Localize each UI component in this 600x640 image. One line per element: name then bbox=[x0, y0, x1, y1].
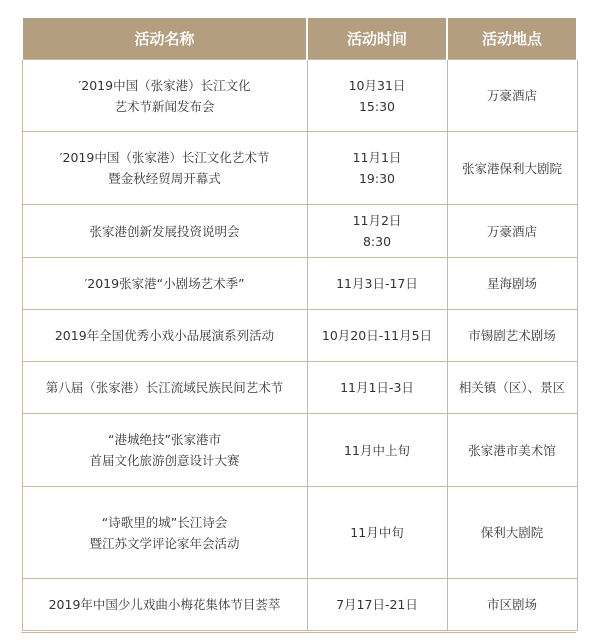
table-row bbox=[22, 579, 577, 631]
event-time-cell bbox=[307, 132, 447, 205]
header-event-name: 活动名称 bbox=[22, 18, 307, 60]
cell-text: 万豪酒店 bbox=[486, 223, 537, 239]
event-place-cell bbox=[447, 310, 577, 362]
table-row bbox=[22, 205, 577, 258]
cell-text: ′2019张家港“小剧场艺术季” bbox=[84, 276, 245, 291]
event-name-cell bbox=[22, 132, 307, 205]
event-name-cell bbox=[22, 487, 307, 579]
cell-text: 10月20日-11月5日 bbox=[321, 328, 433, 343]
event-name-cell bbox=[22, 362, 307, 414]
cell-text: ′2019中国（张家港）长江文化 bbox=[78, 77, 251, 93]
table-row bbox=[22, 362, 577, 414]
cell-text: 市锡剧艺术剧场 bbox=[468, 328, 556, 343]
cell-text: 2019年全国优秀小戏小品展演系列活动 bbox=[54, 328, 275, 343]
cell-text: 相关镇（区）、景区 bbox=[458, 380, 566, 395]
event-time-cell bbox=[307, 362, 447, 414]
events-table bbox=[21, 18, 578, 631]
event-time-cell bbox=[307, 258, 447, 310]
cell-text: 张家港创新发展投资说明会 bbox=[89, 223, 240, 239]
header-event-time: 活动时间 bbox=[307, 18, 447, 60]
cell-text: 8:30 bbox=[362, 234, 392, 249]
cell-text: 张家港市美术馆 bbox=[468, 442, 556, 458]
table-row bbox=[22, 60, 577, 132]
table-row bbox=[22, 487, 577, 579]
cell-text: ′2019中国（张家港）长江文化艺术节 bbox=[59, 150, 270, 165]
cell-text: 张家港保利大剧院 bbox=[461, 160, 562, 176]
cell-text: “港城绝技”张家港市 bbox=[108, 432, 221, 447]
event-place-cell bbox=[447, 205, 577, 258]
cell-text: 11月1日-3日 bbox=[340, 380, 414, 395]
event-name-cell bbox=[22, 205, 307, 258]
event-name-cell bbox=[22, 579, 307, 631]
cell-text: 暨金秋经贸周开幕式 bbox=[108, 171, 221, 186]
cell-text: 星海剧场 bbox=[486, 276, 537, 291]
cell-text: 7月17日-21日 bbox=[336, 597, 418, 612]
event-name-cell bbox=[22, 258, 307, 310]
cell-text: 11月中旬 bbox=[350, 525, 404, 540]
cell-text: 11月2日 bbox=[352, 213, 402, 228]
cell-text: 第八届（张家港）长江流域民族民间艺术节 bbox=[45, 380, 284, 395]
cell-text: 10月31日 bbox=[348, 77, 406, 93]
event-time-cell bbox=[307, 579, 447, 631]
cell-text: 保利大剧院 bbox=[480, 525, 544, 540]
event-place-cell bbox=[447, 487, 577, 579]
cell-text: “诗歌里的城”长江诗会 bbox=[101, 514, 228, 530]
event-time-cell bbox=[307, 205, 447, 258]
event-time-cell bbox=[307, 487, 447, 579]
table-row bbox=[22, 414, 577, 487]
event-name-cell bbox=[22, 60, 307, 132]
cell-text: 首届文化旅游创意设计大赛 bbox=[89, 453, 240, 468]
event-place-cell bbox=[447, 362, 577, 414]
table-row bbox=[22, 132, 577, 205]
header-row bbox=[22, 18, 577, 60]
cell-text: 11月中上旬 bbox=[344, 442, 410, 458]
table-row bbox=[22, 258, 577, 310]
event-place-cell bbox=[447, 414, 577, 487]
cell-text: 艺术节新闻发布会 bbox=[114, 98, 215, 114]
cell-text: 暨江苏文学评论家年会活动 bbox=[89, 535, 240, 551]
event-time-cell bbox=[307, 310, 447, 362]
cell-text: 市区剧场 bbox=[486, 597, 537, 612]
event-place-cell bbox=[447, 579, 577, 631]
event-place-cell bbox=[447, 132, 577, 205]
cell-text: 19:30 bbox=[358, 171, 396, 186]
cell-text: 2019年中国少儿戏曲小梅花集体节目荟萃 bbox=[48, 597, 281, 612]
cell-text: 11月1日 bbox=[352, 150, 402, 165]
event-place-cell bbox=[447, 60, 577, 132]
cell-text: 万豪酒店 bbox=[486, 88, 537, 103]
table-bottom-border bbox=[21, 632, 576, 633]
event-place-cell bbox=[447, 258, 577, 310]
table-row bbox=[22, 310, 577, 362]
event-name-cell bbox=[22, 310, 307, 362]
event-time-cell bbox=[307, 414, 447, 487]
event-time-cell bbox=[307, 60, 447, 132]
event-name-cell bbox=[22, 414, 307, 487]
cell-text: 11月3日-17日 bbox=[336, 276, 418, 291]
cell-text: 15:30 bbox=[358, 98, 396, 114]
header-event-place: 活动地点 bbox=[447, 18, 577, 60]
